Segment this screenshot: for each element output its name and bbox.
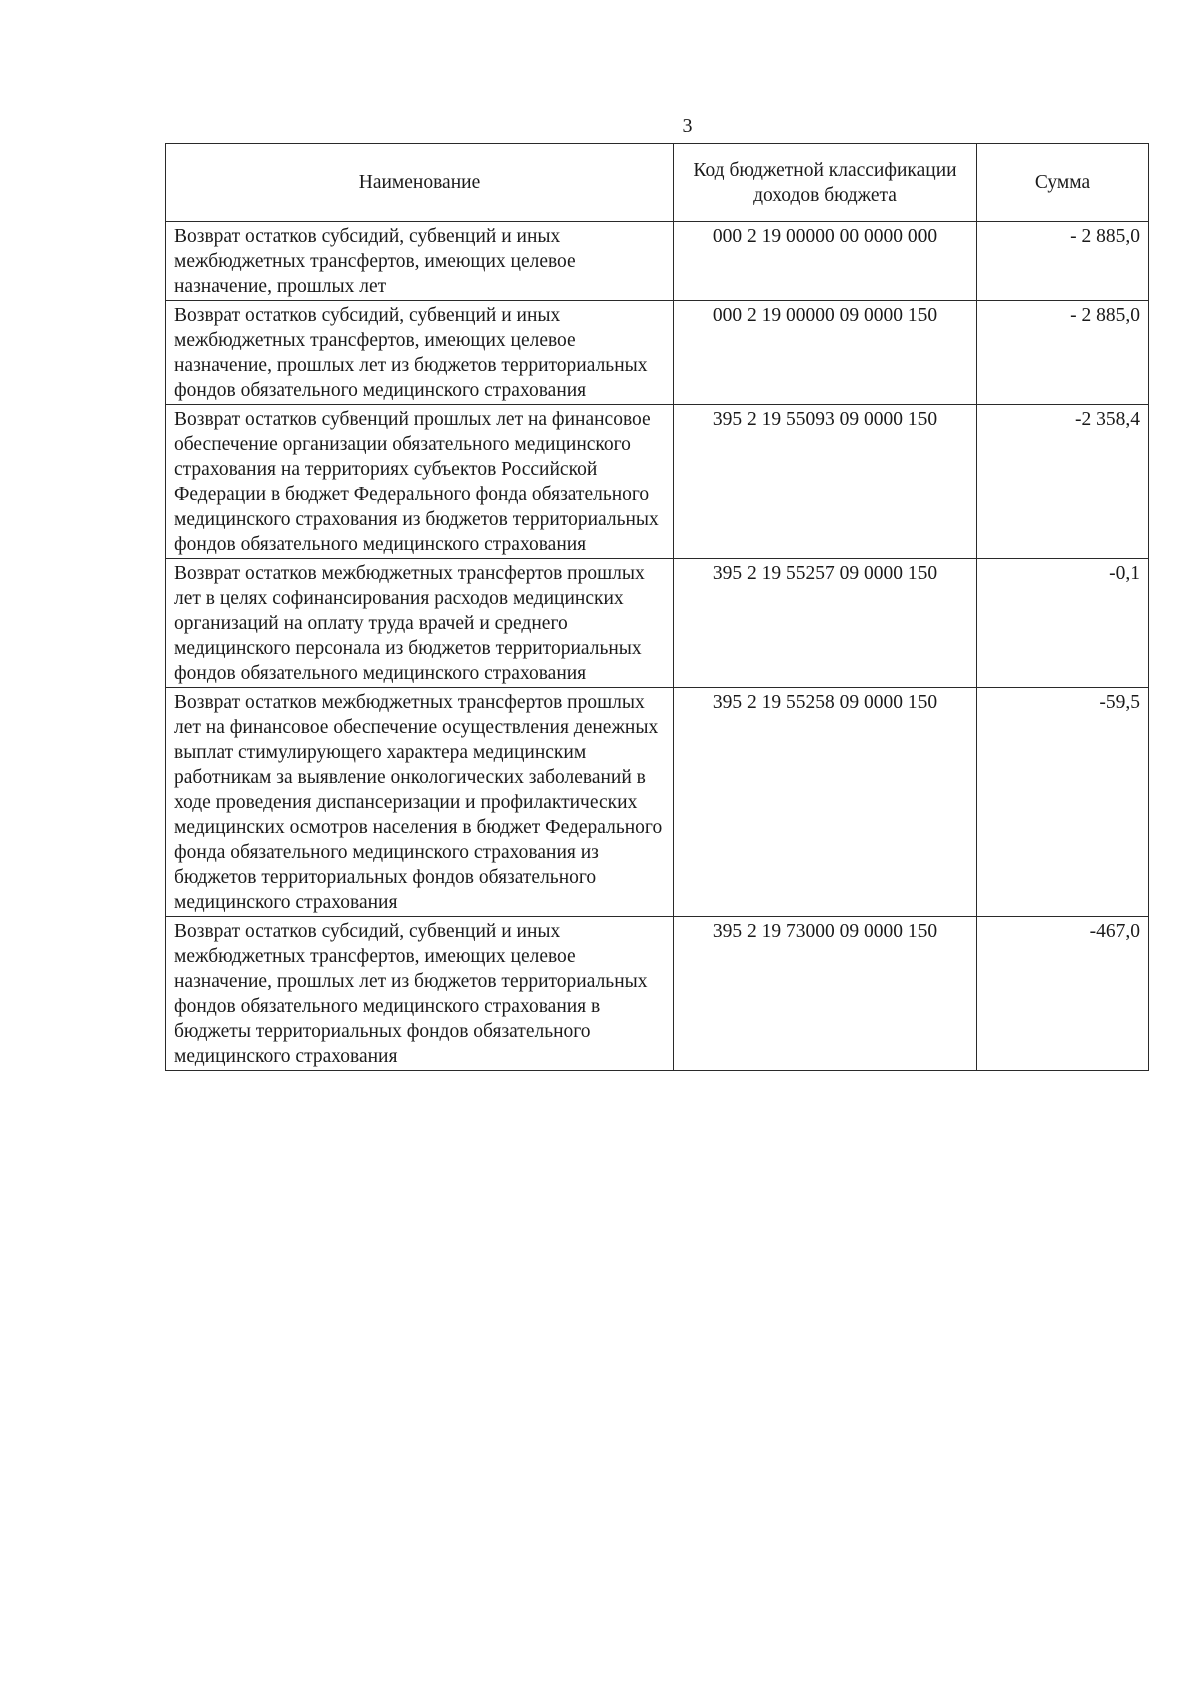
row-code: 000 2 19 00000 00 0000 000	[674, 222, 977, 301]
header-code: Код бюджетной классификации доходов бюджета	[674, 144, 977, 222]
table-header-row	[166, 144, 1149, 222]
row-name: Возврат остатков субвенций прошлых лет на финансовое обеспечение организации обязательного медицинского страхования на территориях субъектов Российской Федерации в бюджет Федерального фонда обязательного медицинского страхования из бюджетов территориальных фондов обязательного медицинского страхования	[166, 405, 674, 559]
row-name: Возврат остатков межбюджетных трансфертов прошлых лет в целях софинансирования расходов медицинских организаций на оплату труда врачей и среднего медицинского персонала из бюджетов территориальных фондов обязательного медицинского страхования	[166, 559, 674, 688]
table-row	[166, 301, 1149, 405]
row-sum: -467,0	[977, 917, 1149, 1071]
table-row	[166, 559, 1149, 688]
table-row	[166, 688, 1149, 917]
header-sum: Сумма	[977, 144, 1149, 222]
table-row	[166, 405, 1149, 559]
row-name: Возврат остатков субсидий, субвенций и иных межбюджетных трансфертов, имеющих целевое назначение, прошлых лет из бюджетов территориальных фондов обязательного медицинского страхования	[166, 301, 674, 405]
row-sum: - 2 885,0	[977, 301, 1149, 405]
row-sum: -59,5	[977, 688, 1149, 917]
row-sum: -2 358,4	[977, 405, 1149, 559]
budget-revenue-table	[165, 143, 1149, 1071]
table-row	[166, 917, 1149, 1071]
row-sum: -0,1	[977, 559, 1149, 688]
row-sum: - 2 885,0	[977, 222, 1149, 301]
row-code: 000 2 19 00000 09 0000 150	[674, 301, 977, 405]
table-row	[166, 222, 1149, 301]
row-code: 395 2 19 55093 09 0000 150	[674, 405, 977, 559]
row-name: Возврат остатков субсидий, субвенций и иных межбюджетных трансфертов, имеющих целевое назначение, прошлых лет	[166, 222, 674, 301]
row-code: 395 2 19 55258 09 0000 150	[674, 688, 977, 917]
header-name: Наименование	[166, 144, 674, 222]
row-name: Возврат остатков субсидий, субвенций и иных межбюджетных трансфертов, имеющих целевое назначение, прошлых лет из бюджетов территориальных фондов обязательного медицинского страхования в бюджеты территориальных фондов обязательного медицинского страхования	[166, 917, 674, 1071]
row-name: Возврат остатков межбюджетных трансфертов прошлых лет на финансовое обеспечение осуществления денежных выплат стимулирующего характера медицинским работникам за выявление онкологических заболеваний в ходе проведения диспансеризации и профилактических медицинских осмотров населения в бюджет Федерального фонда обязательного медицинского страхования из бюджетов территориальных фондов обязательного медицинского страхования	[166, 688, 674, 917]
page-number: 3	[682, 115, 693, 137]
row-code: 395 2 19 55257 09 0000 150	[674, 559, 977, 688]
row-code: 395 2 19 73000 09 0000 150	[674, 917, 977, 1071]
